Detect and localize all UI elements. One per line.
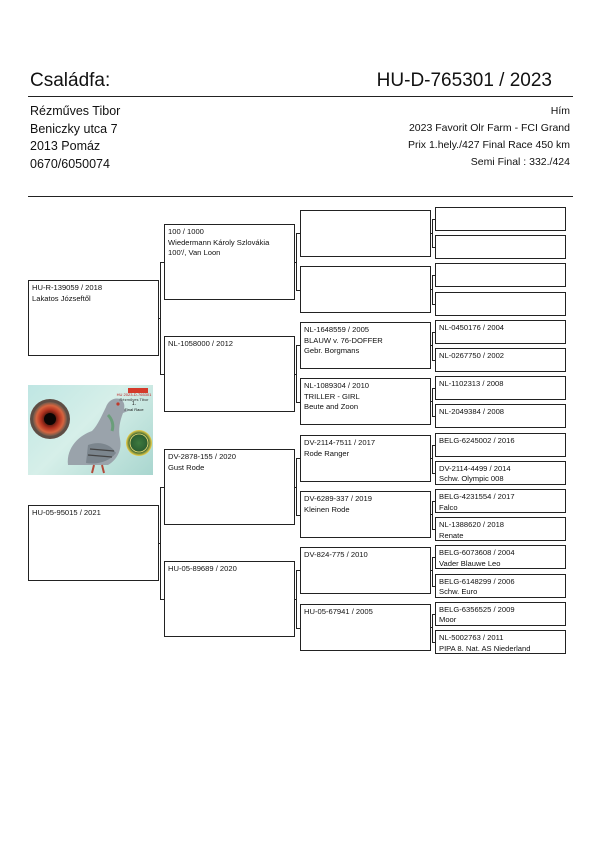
main-ring-number: HU-D-765301 / 2023: [376, 70, 552, 91]
connector-line: [296, 570, 297, 628]
sire-sire-box: [164, 224, 295, 300]
pedigree-line: Gebr. Borgmans: [304, 346, 360, 355]
connector-line: [432, 614, 433, 642]
sire-dam-box: [164, 336, 295, 412]
connector-line: [160, 262, 164, 263]
bird-sex: Hím: [550, 105, 570, 117]
pedigree-line: BLAUW v. 76-DOFFER: [304, 335, 383, 345]
pedigree-line: Schw. Euro: [439, 587, 478, 597]
pedigree-line: Rode Ranger: [304, 448, 350, 458]
connector-line: [160, 487, 164, 488]
connector-line: [432, 557, 435, 558]
gen5-box-11: [435, 489, 566, 513]
great-grand-sire-3-box: [300, 435, 431, 482]
pedigree-line: DV-2114-4499 / 2014: [439, 463, 511, 473]
gen5-box-6: [435, 348, 566, 372]
gen5-box-9: [435, 433, 566, 457]
pedigree-line: NL-1388620 / 2018: [439, 520, 505, 530]
connector-line: [296, 458, 297, 515]
pedigree-line: NL-1058000 / 2012: [168, 339, 234, 348]
pedigree-line: 100 / 1000: [168, 227, 204, 236]
connector-line: [432, 332, 433, 360]
connector-line: [432, 473, 435, 474]
owner-city: 2013 Pomáz: [30, 139, 101, 153]
pedigree-line: Gust Rode: [168, 462, 205, 472]
pedigree-line: DV-824-775 / 2010: [304, 550, 368, 559]
gen5-box-1: [435, 207, 566, 231]
pedigree-line: TRILLER - GIRL: [304, 391, 360, 401]
connector-line: [432, 360, 435, 361]
pedigree-line: NL-1089304 / 2010: [304, 381, 370, 390]
connector-line: [432, 219, 435, 220]
gen5-box-12: [435, 517, 566, 541]
owner-name: Rézműves Tibor: [30, 104, 121, 118]
connector-line: [160, 374, 164, 375]
bird-info-block: [408, 103, 570, 171]
dam-sire-box: [164, 449, 295, 525]
pedigree-line: NL-5002763 / 2011: [439, 633, 504, 642]
pedigree-line: DV-2878-155 / 2020: [168, 452, 236, 461]
great-grand-dam-4-box: [300, 604, 431, 651]
photo-caption-race: Final Race: [124, 407, 144, 412]
great-grand-sire-1-box: [300, 210, 431, 257]
section-divider: [28, 196, 573, 197]
connector-line: [432, 304, 435, 305]
connector-line: [296, 233, 297, 290]
gen5-box-3: [435, 263, 566, 287]
connector-line: [432, 445, 435, 446]
pedigree-line: 100'/, Van Loon: [168, 248, 221, 257]
header-divider: [28, 96, 573, 97]
great-grand-sire-2-box: [300, 322, 431, 369]
connector-line: [432, 275, 433, 303]
connector-line: [432, 557, 433, 585]
connector-line: [432, 529, 435, 530]
gen5-box-14: [435, 574, 566, 598]
connector-line: [432, 501, 435, 502]
bird-info-line-3: Semi Final : 332./424: [470, 156, 570, 168]
pedigree-line: NL-0267750 / 2002: [439, 351, 505, 360]
pedigree-line: HU-R-139059 / 2018: [32, 283, 103, 292]
connector-line: [432, 614, 435, 615]
gen5-box-15: [435, 602, 566, 626]
pedigree-line: DV-6289-337 / 2019: [304, 494, 372, 503]
connector-line: [432, 247, 435, 248]
pedigree-line: BELG-6148299 / 2006: [439, 576, 515, 586]
connector-line: [160, 262, 161, 374]
great-grand-sire-4-box: [300, 547, 431, 594]
connector-line: [432, 388, 433, 416]
gen5-box-7: [435, 376, 566, 400]
page-title: Családfa:: [30, 70, 111, 91]
pedigree-line: PIPA 8. Nat. AS Niederland: [439, 643, 531, 653]
pedigree-line: BELG-4231554 / 2017: [439, 492, 515, 501]
connector-line: [432, 388, 435, 389]
pedigree-line: BELG-6356525 / 2009: [439, 604, 515, 614]
connector-line: [296, 345, 297, 402]
pedigree-line: BELG-6073608 / 2004: [439, 548, 515, 558]
pedigree-line: Wiedermann Károly Szlovákia: [168, 237, 270, 247]
dam-box: [28, 505, 159, 581]
photo-caption-owner: Rézműves Tibor: [119, 397, 149, 402]
pedigree-line: HU-05-89689 / 2020: [168, 564, 237, 573]
connector-line: [432, 586, 435, 587]
gen5-box-8: [435, 404, 566, 428]
gen5-box-16: [435, 630, 566, 654]
photo-caption-rank: 1.: [131, 401, 137, 407]
pedigree-line: BELG-6245002 / 2016: [439, 435, 515, 445]
connector-line: [296, 515, 300, 516]
gen5-box-13: [435, 545, 566, 569]
owner-street: Beniczky utca 7: [30, 121, 118, 136]
connector-line: [296, 233, 300, 234]
pigeon-photo: [28, 385, 153, 475]
connector-line: [296, 402, 300, 403]
pedigree-line: Lakatos Józseftől: [32, 293, 91, 303]
connector-line: [432, 642, 435, 643]
great-grand-dam-1-box: [300, 266, 431, 313]
connector-line: [160, 487, 161, 599]
pedigree-line: Moor: [439, 615, 457, 625]
sire-box: [28, 280, 159, 356]
owner-block: [30, 103, 120, 173]
pedigree-line: Renate: [439, 530, 464, 540]
connector-line: [432, 219, 433, 247]
connector-line: [432, 445, 433, 473]
dam-dam-box: [164, 561, 295, 637]
pedigree-line: Kleinen Rode: [304, 504, 350, 514]
pedigree-line: Falco: [439, 502, 458, 512]
connector-line: [296, 345, 300, 346]
connector-line: [432, 501, 433, 529]
pedigree-line: DV-2114-7511 / 2017: [304, 438, 376, 447]
connector-line: [296, 570, 300, 571]
connector-line: [432, 275, 435, 276]
connector-line: [432, 416, 435, 417]
pedigree-line: HU-05-67941 / 2005: [304, 607, 373, 616]
gen5-box-2: [435, 235, 566, 259]
gen5-box-5: [435, 320, 566, 344]
pedigree-line: NL-1102313 / 2008: [439, 379, 504, 389]
pedigree-line: HU-05-95015 / 2021: [32, 508, 101, 517]
gen5-box-4: [435, 292, 566, 316]
connector-line: [296, 628, 300, 629]
owner-phone: 0670/6050074: [30, 156, 110, 171]
bird-info-line-1: 2023 Favorit Olr Farm - FCI Grand: [408, 122, 570, 134]
photo-caption-ring: HU 2023-D-765301: [116, 392, 152, 397]
pedigree-line: Vader Blauwe Leo: [439, 558, 501, 568]
connector-line: [296, 290, 300, 291]
great-grand-dam-2-box: [300, 378, 431, 425]
bird-info-line-2: Prix 1.hely./427 Final Race 450 km: [407, 139, 570, 151]
pedigree-line: Schw. Olympic 008: [439, 474, 504, 484]
pedigree-line: NL-2049384 / 2008: [439, 407, 505, 417]
pedigree-line: Beute and Zoon: [304, 402, 359, 411]
pedigree-line: NL-0450176 / 2004: [439, 322, 505, 332]
connector-line: [432, 332, 435, 333]
pedigree-line: NL-1648559 / 2005: [304, 325, 370, 334]
connector-line: [296, 458, 300, 459]
great-grand-dam-3-box: [300, 491, 431, 538]
gen5-box-10: [435, 461, 566, 485]
connector-line: [160, 599, 164, 600]
